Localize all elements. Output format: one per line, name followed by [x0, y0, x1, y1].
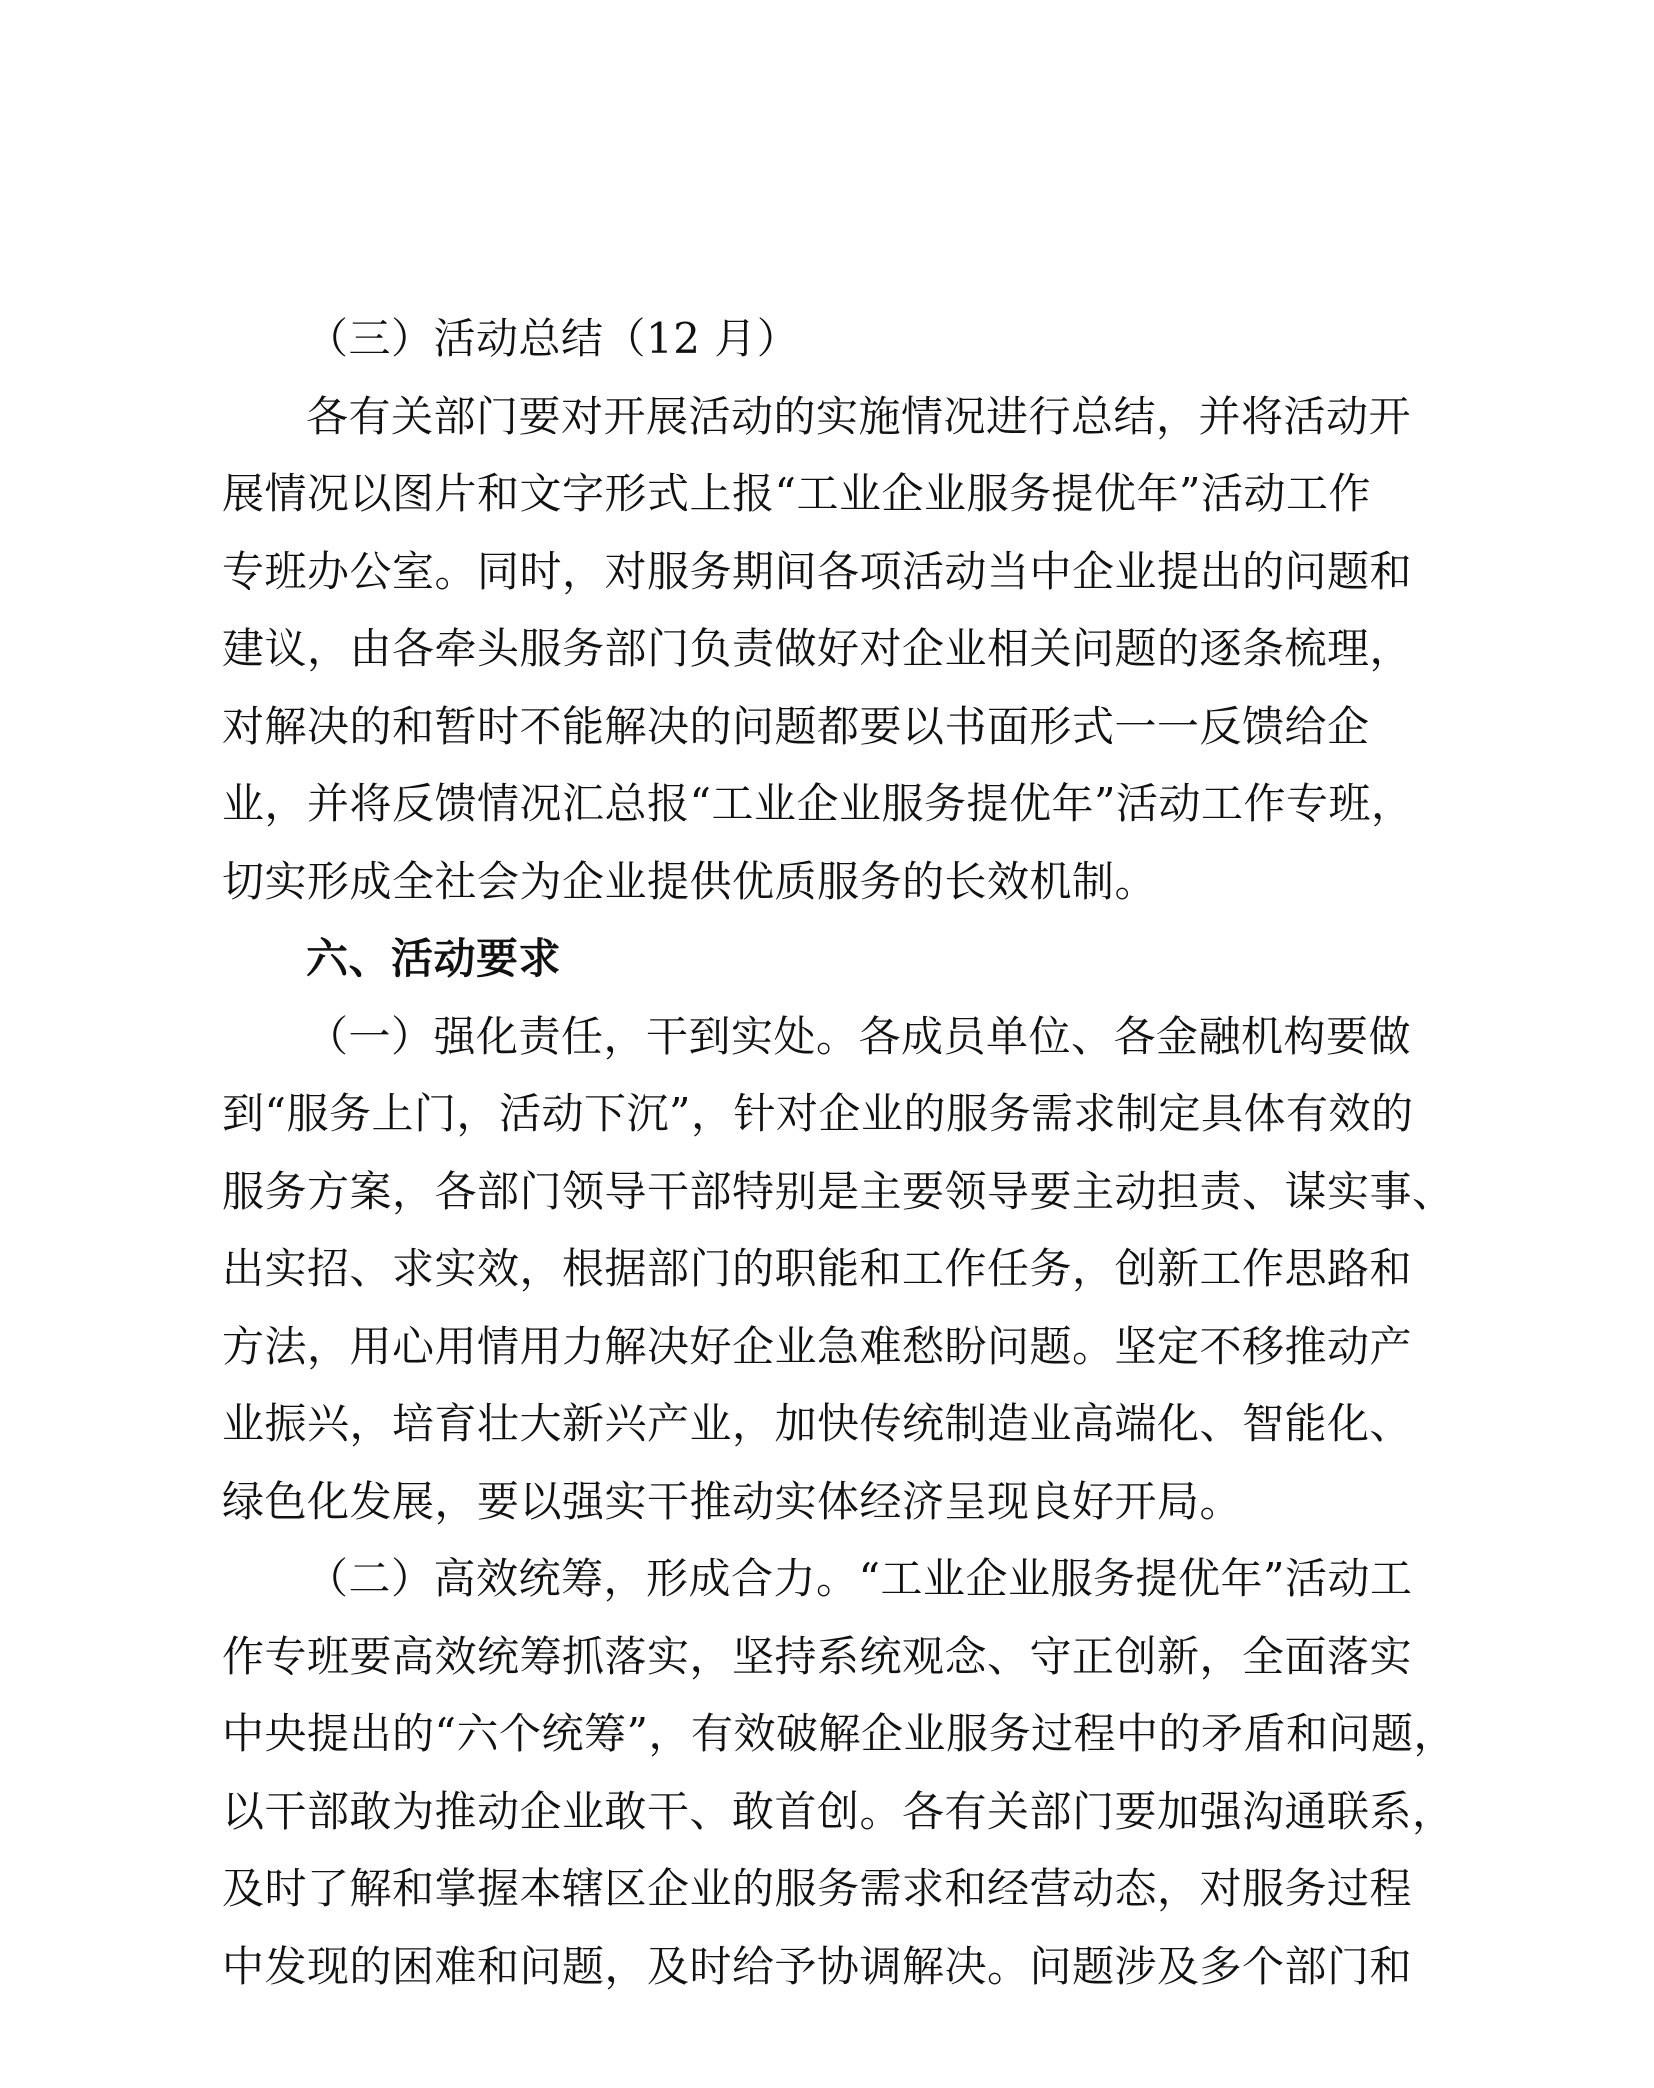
text-line: （二）高效统筹，形成合力。“工业企业服务提优年”活动工	[306, 1554, 1413, 1603]
text-line: （一）强化责任，干到实处。各成员单位、各金融机构要做	[306, 1011, 1412, 1061]
text-line: 出实招、求实效，根据部门的职能和工作任务，创新工作思路和	[222, 1244, 1413, 1293]
text-line: 各有关部门要对开展活动的实施情况进行总结，并将活动开	[306, 391, 1412, 441]
text-line: 以干部敢为推动企业敢干、敢首创。各有关部门要加强沟通联系，	[222, 1786, 1455, 1836]
text-line: 专班办公室。同时，对服务期间各项活动当中企业提出的问题和	[222, 546, 1413, 596]
text-line: 作专班要高效统筹抓落实，坚持系统观念、守正创新，全面落实	[222, 1631, 1413, 1681]
text-line: 中发现的困难和问题，及时给予协调解决。问题涉及多个部门和	[222, 1941, 1413, 1991]
text-line: 业振兴，培育壮大新兴产业，加快传统制造业高端化、智能化、	[222, 1399, 1413, 1448]
text-line: 绿色化发展，要以强实干推动实体经济呈现良好开局。	[222, 1476, 1243, 1526]
text-line: 业，并将反馈情况汇总报“工业企业服务提优年”活动工作专班，	[222, 779, 1414, 828]
text-line: （三）活动总结（12 月）	[306, 314, 800, 363]
document-body	[222, 300, 1462, 2005]
text-line: 到“服务上门，活动下沉”，针对企业的服务需求制定具体有效的	[222, 1089, 1414, 1138]
text-line: 切实形成全社会为企业提供优质服务的长效机制。	[222, 856, 1158, 906]
text-line: 建议，由各牵头服务部门负责做好对企业相关问题的逐条梳理，	[222, 624, 1413, 673]
section-heading: 六、活动要求	[306, 934, 562, 983]
text-line: 中央提出的“六个统筹”，有效破解企业服务过程中的矛盾和问题，	[222, 1709, 1456, 1758]
text-line: 及时了解和掌握本辖区企业的服务需求和经营动态，对服务过程	[222, 1864, 1413, 1913]
text-line: 方法，用心用情用力解决好企业急难愁盼问题。坚定不移推动产	[222, 1321, 1413, 1371]
text-line: 展情况以图片和文字形式上报“工业企业服务提优年”活动工作	[222, 469, 1371, 518]
text-line: 对解决的和暂时不能解决的问题都要以书面形式一一反馈给企	[222, 701, 1370, 751]
text-line: 服务方案，各部门领导干部特别是主要领导要主动担责、谋实事、	[222, 1166, 1455, 1216]
